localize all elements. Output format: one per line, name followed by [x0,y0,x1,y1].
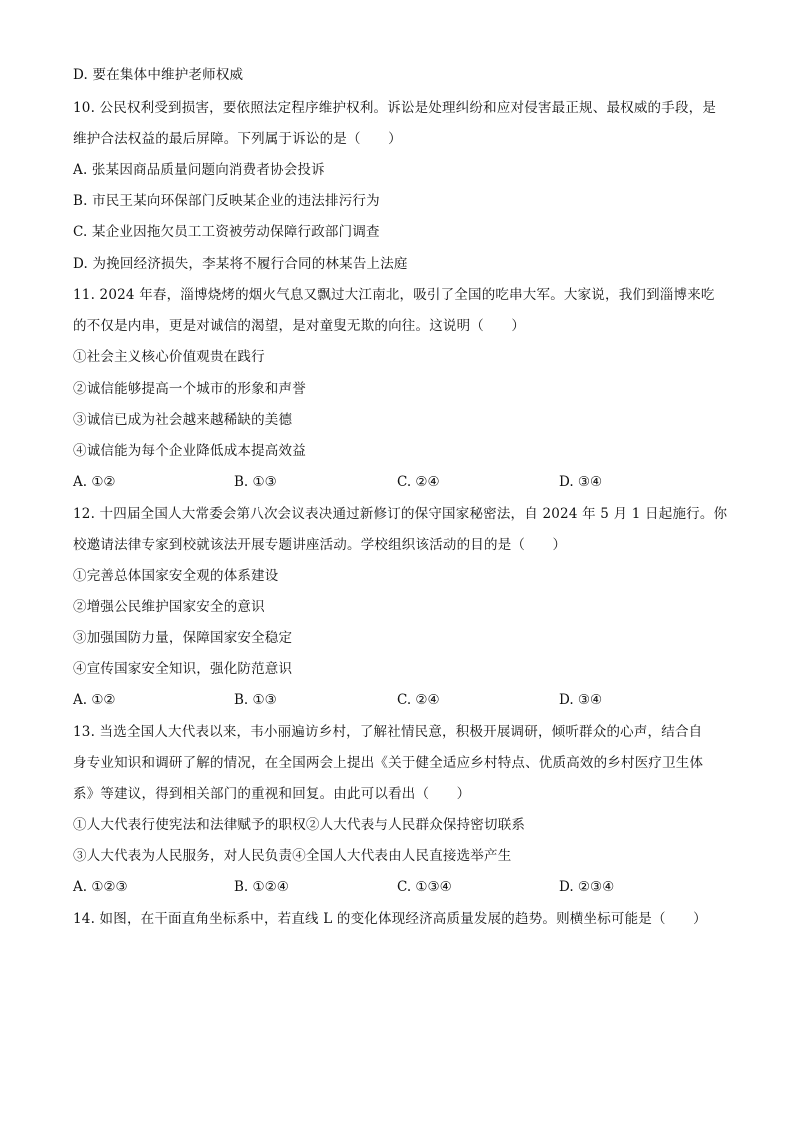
q13-option-a: A. ①②③ [73,879,128,895]
q12-statement-2: ②增强公民维护国家安全的意识 [73,599,265,615]
q11-statement-4: ④诚信能为每个企业降低成本提高效益 [73,443,306,459]
q13-options [73,876,733,898]
q13-option-c: C. ①③④ [397,879,452,895]
q12-option-b: B. ①③ [234,692,277,708]
q11-statement-3: ③诚信已成为社会越来越稀缺的美德 [73,412,293,428]
q11-stem-line-2: 的不仅是内串，更是对诚信的渴望，是对童叟无欺的向往。这说明（ ） [73,318,526,334]
q11-option-d: D. ③④ [559,474,603,490]
q13-stem-line-2: 身专业知识和调研了解的情况，在全国两会上提出《关于健全适应乡村特点、优质高效的乡村医疗卫生体 [73,755,704,771]
q13-stem-line-1: 13. 当选全国人大代表以来，韦小丽遍访乡村，了解社情民意，积极开展调研，倾听群众的心声，结合自 [73,724,703,740]
q10-option-d: D. 为挽回经济损失，李某将不履行合同的林某告上法庭 [73,256,408,272]
q13-statements-1-2: ①人大代表行使宪法和法律赋予的职权②人大代表与人民群众保持密切联系 [73,817,526,833]
q12-options [73,689,733,711]
q10-stem-line-1: 10. 公民权利受到损害，要依照法定程序维护权利。诉讼是处理纠纷和应对侵害最正规、最权威的手段，是 [73,100,717,116]
q11-option-b: B. ①③ [234,474,277,490]
q10-option-c: C. 某企业因拖欠员工工资被劳动保障行政部门调查 [73,224,380,240]
q12-stem-line-2: 校邀请法律专家到校就该法开展专题讲座活动。学校组织该活动的目的是（ ） [73,537,567,553]
q11-stem-line-1: 11. 2024 年春，淄博烧烤的烟火气息又飘过大江南北，吸引了全国的吃串大军。大家说，我们到淄博来吃 [73,287,715,303]
q13-stem-line-3: 系》等建议，得到相关部门的重视和回复。由此可以看出（ ） [73,786,471,802]
q12-statement-1: ①完善总体国家安全观的体系建设 [73,568,279,584]
q10-stem-line-2: 维护合法权益的最后屏障。下列属于诉讼的是（ ） [73,131,402,147]
q11-option-c: C. ②④ [397,474,440,490]
q10-option-b: B. 市民王某向环保部门反映某企业的违法排污行为 [73,193,380,209]
q9-option-d: D. 要在集体中维护老师权威 [73,67,244,83]
q11-options [73,471,733,493]
q12-stem-line-1: 12. 十四届全国人大常委会第八次会议表决通过新修订的保守国家秘密法，自 2024 年 5 月 1 日起施行。你 [73,506,728,522]
q13-option-b: B. ①②④ [234,879,289,895]
q12-statement-3: ③加强国防力量，保障国家安全稳定 [73,630,293,646]
q12-option-d: D. ③④ [559,692,603,708]
q11-statement-1: ①社会主义核心价值观贵在践行 [73,349,265,365]
q13-option-d: D. ②③④ [559,879,615,895]
q13-statements-3-4: ③人大代表为人民服务，对人民负责④全国人大代表由人民直接选举产生 [73,848,512,864]
q12-option-a: A. ①② [73,692,116,708]
q10-option-a: A. 张某因商品质量问题向消费者协会投诉 [73,162,325,178]
q14-stem-line-1: 14. 如图，在干面直角坐标系中，若直线 L 的变化体现经济高质量发展的趋势。则横坐标可能是（ ） [73,911,707,927]
q12-statement-4: ④宣传国家安全知识，强化防范意识 [73,661,293,677]
q12-option-c: C. ②④ [397,692,440,708]
q11-statement-2: ②诚信能够提高一个城市的形象和声誉 [73,381,306,397]
q11-option-a: A. ①② [73,474,116,490]
